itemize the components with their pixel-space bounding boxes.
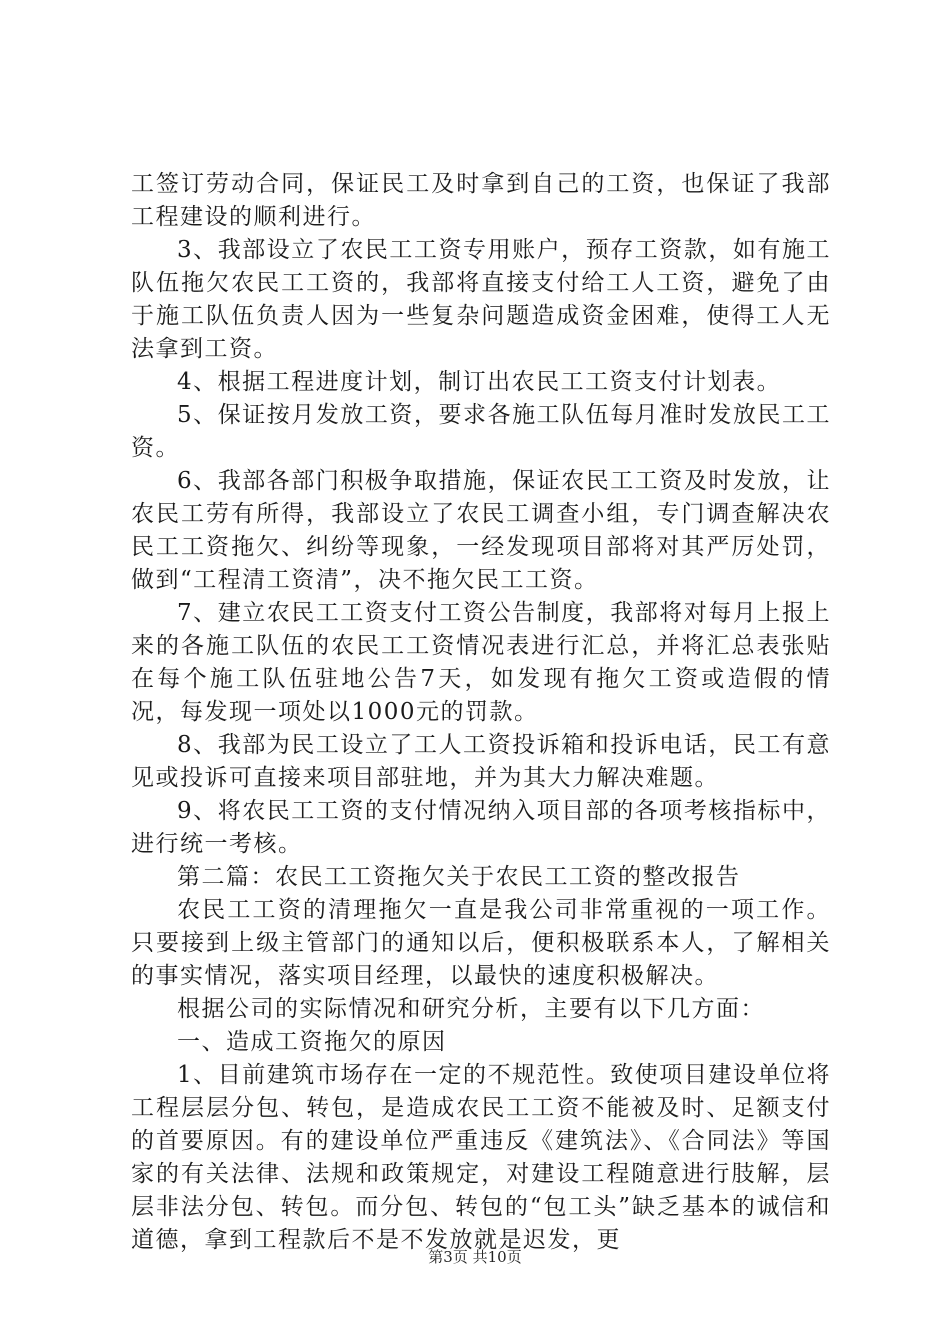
paragraph-3: 5、保证按月发放工资，要求各施工队伍每月准时发放民工工资。 — [131, 402, 831, 461]
paragraph-6: 8、我部为民工设立了工人工资投诉箱和投诉电话，民工有意见或投诉可直接来项目部驻地，并为其大力解决难题。 — [131, 732, 831, 791]
paragraph-1: 3、我部设立了农民工工资专用账户，预存工资款，如有施工队伍拖欠农民工工资的，我部将直接支付给工人工资，避免了由于施工队伍负责人因为一些复杂问题造成资金困难，使得工人无法拿到工资。 — [131, 237, 831, 362]
page-footer: 第3页 共10页 — [428, 1248, 522, 1266]
subsection-heading: 一、造成工资拖欠的原因 — [177, 1029, 447, 1055]
paragraph-2: 4、根据工程进度计划，制订出农民工工资支付计划表。 — [177, 369, 782, 395]
paragraph-12: 1、目前建筑市场存在一定的不规范性。致使项目建设单位将工程层层分包、转包，是造成农民工工资不能被及时、足额支付的首要原因。有的建设单位严重违反《建筑法》、《合同法》等国家的有关法律、法规和政策规定，对建设工程随意进行肢解，层层非法分包、转包。而分包、转包的“包工头”缺乏基本的诚信和道德，拿到工程款后不是不发放就是迟发，更 — [131, 1062, 831, 1253]
paragraph-7: 9、将农民工工资的支付情况纳入项目部的各项考核指标中，进行统一考核。 — [131, 798, 831, 857]
paragraph-10: 根据公司的实际情况和研究分析，主要有以下几方面： — [177, 996, 765, 1022]
paragraph-9: 农民工工资的清理拖欠一直是我公司非常重视的一项工作。只要接到上级主管部门的通知以后，便积极联系本人，了解相关的事实情况，落实项目经理，以最快的速度积极解决。 — [131, 897, 831, 989]
paragraph-0: 工签订劳动合同，保证民工及时拿到自己的工资，也保证了我部工程建设的顺利进行。 — [131, 171, 831, 230]
paragraph-5: 7、建立农民工工资支付工资公告制度，我部将对每月上报上来的各施工队伍的农民工工资情况表进行汇总，并将汇总表张贴在每个施工队伍驻地公告7天，如发现有拖欠工资或造假的情况，每发现一项处以1000元的罚款。 — [131, 600, 831, 725]
section-heading: 第二篇：农民工工资拖欠关于农民工工资的整改报告 — [177, 864, 741, 890]
document-body — [131, 168, 831, 1257]
paragraph-4: 6、我部各部门积极争取措施，保证农民工工资及时发放，让农民工劳有所得，我部设立了农民工调查小组，专门调查解决农民工工资拖欠、纠纷等现象，一经发现项目部将对其严厉处罚，做到“工程清工资清”，决不拖欠民工工资。 — [131, 468, 831, 593]
